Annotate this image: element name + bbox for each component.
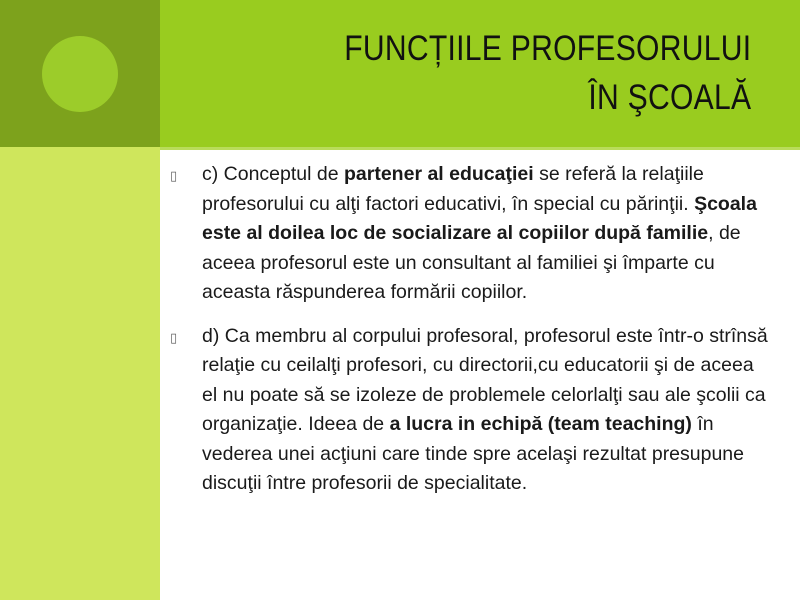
bullet-c-text-2: se referă la relaţiile profesorului cu alţi factori educativi, în special cu părinţii. — [202, 163, 704, 215]
title-divider — [160, 147, 800, 150]
bullet-d-bold-1: a lucra in echipă (team teaching) — [389, 413, 692, 435]
bullet-marker-icon: ▯ — [170, 168, 178, 183]
decorative-circle — [42, 36, 118, 112]
bullet-c-bold-2: Şcoala este al doilea loc de socializare al copiilor după familie — [202, 192, 757, 244]
slide-title — [344, 24, 751, 122]
slide-content — [170, 160, 770, 513]
left-accent-block-bottom — [0, 147, 160, 600]
left-accent-block-top — [0, 0, 160, 147]
bullet-d-text-1: d) Ca membru al corpului profesoral, profesorul este într-o strînsă relaţie cu ceilalţi profesori, cu directorii,cu educatorii şi de aceea el nu poate să se izoleze de problemele celorlalţi sau ale şcolii ca organizaţie. Ideea de — [202, 324, 768, 435]
bullet-item-d — [170, 322, 770, 499]
title-band — [160, 0, 800, 147]
bullet-c-bold-1: partener al educaţiei — [344, 163, 534, 185]
bullet-marker-icon: ▯ — [170, 329, 178, 345]
bullet-c-text-1: c) Conceptul de — [202, 163, 344, 185]
bullet-c-text-3: , de aceea profesorul este un consultant al familiei şi împarte cu aceasta răspunderea formării copiilor. — [202, 222, 741, 303]
slide-title-line-2: ÎN ŞCOALĂ — [588, 78, 751, 117]
slide-title-line-1: FUNCȚIILE PROFESORULUI — [343, 29, 751, 68]
bullet-d-text-2: în vederea unei acţiuni care tinde spre acelaşi rezultat presupune discuţii între profesorii de specialitate. — [202, 413, 745, 494]
bullet-item-c — [170, 160, 770, 308]
